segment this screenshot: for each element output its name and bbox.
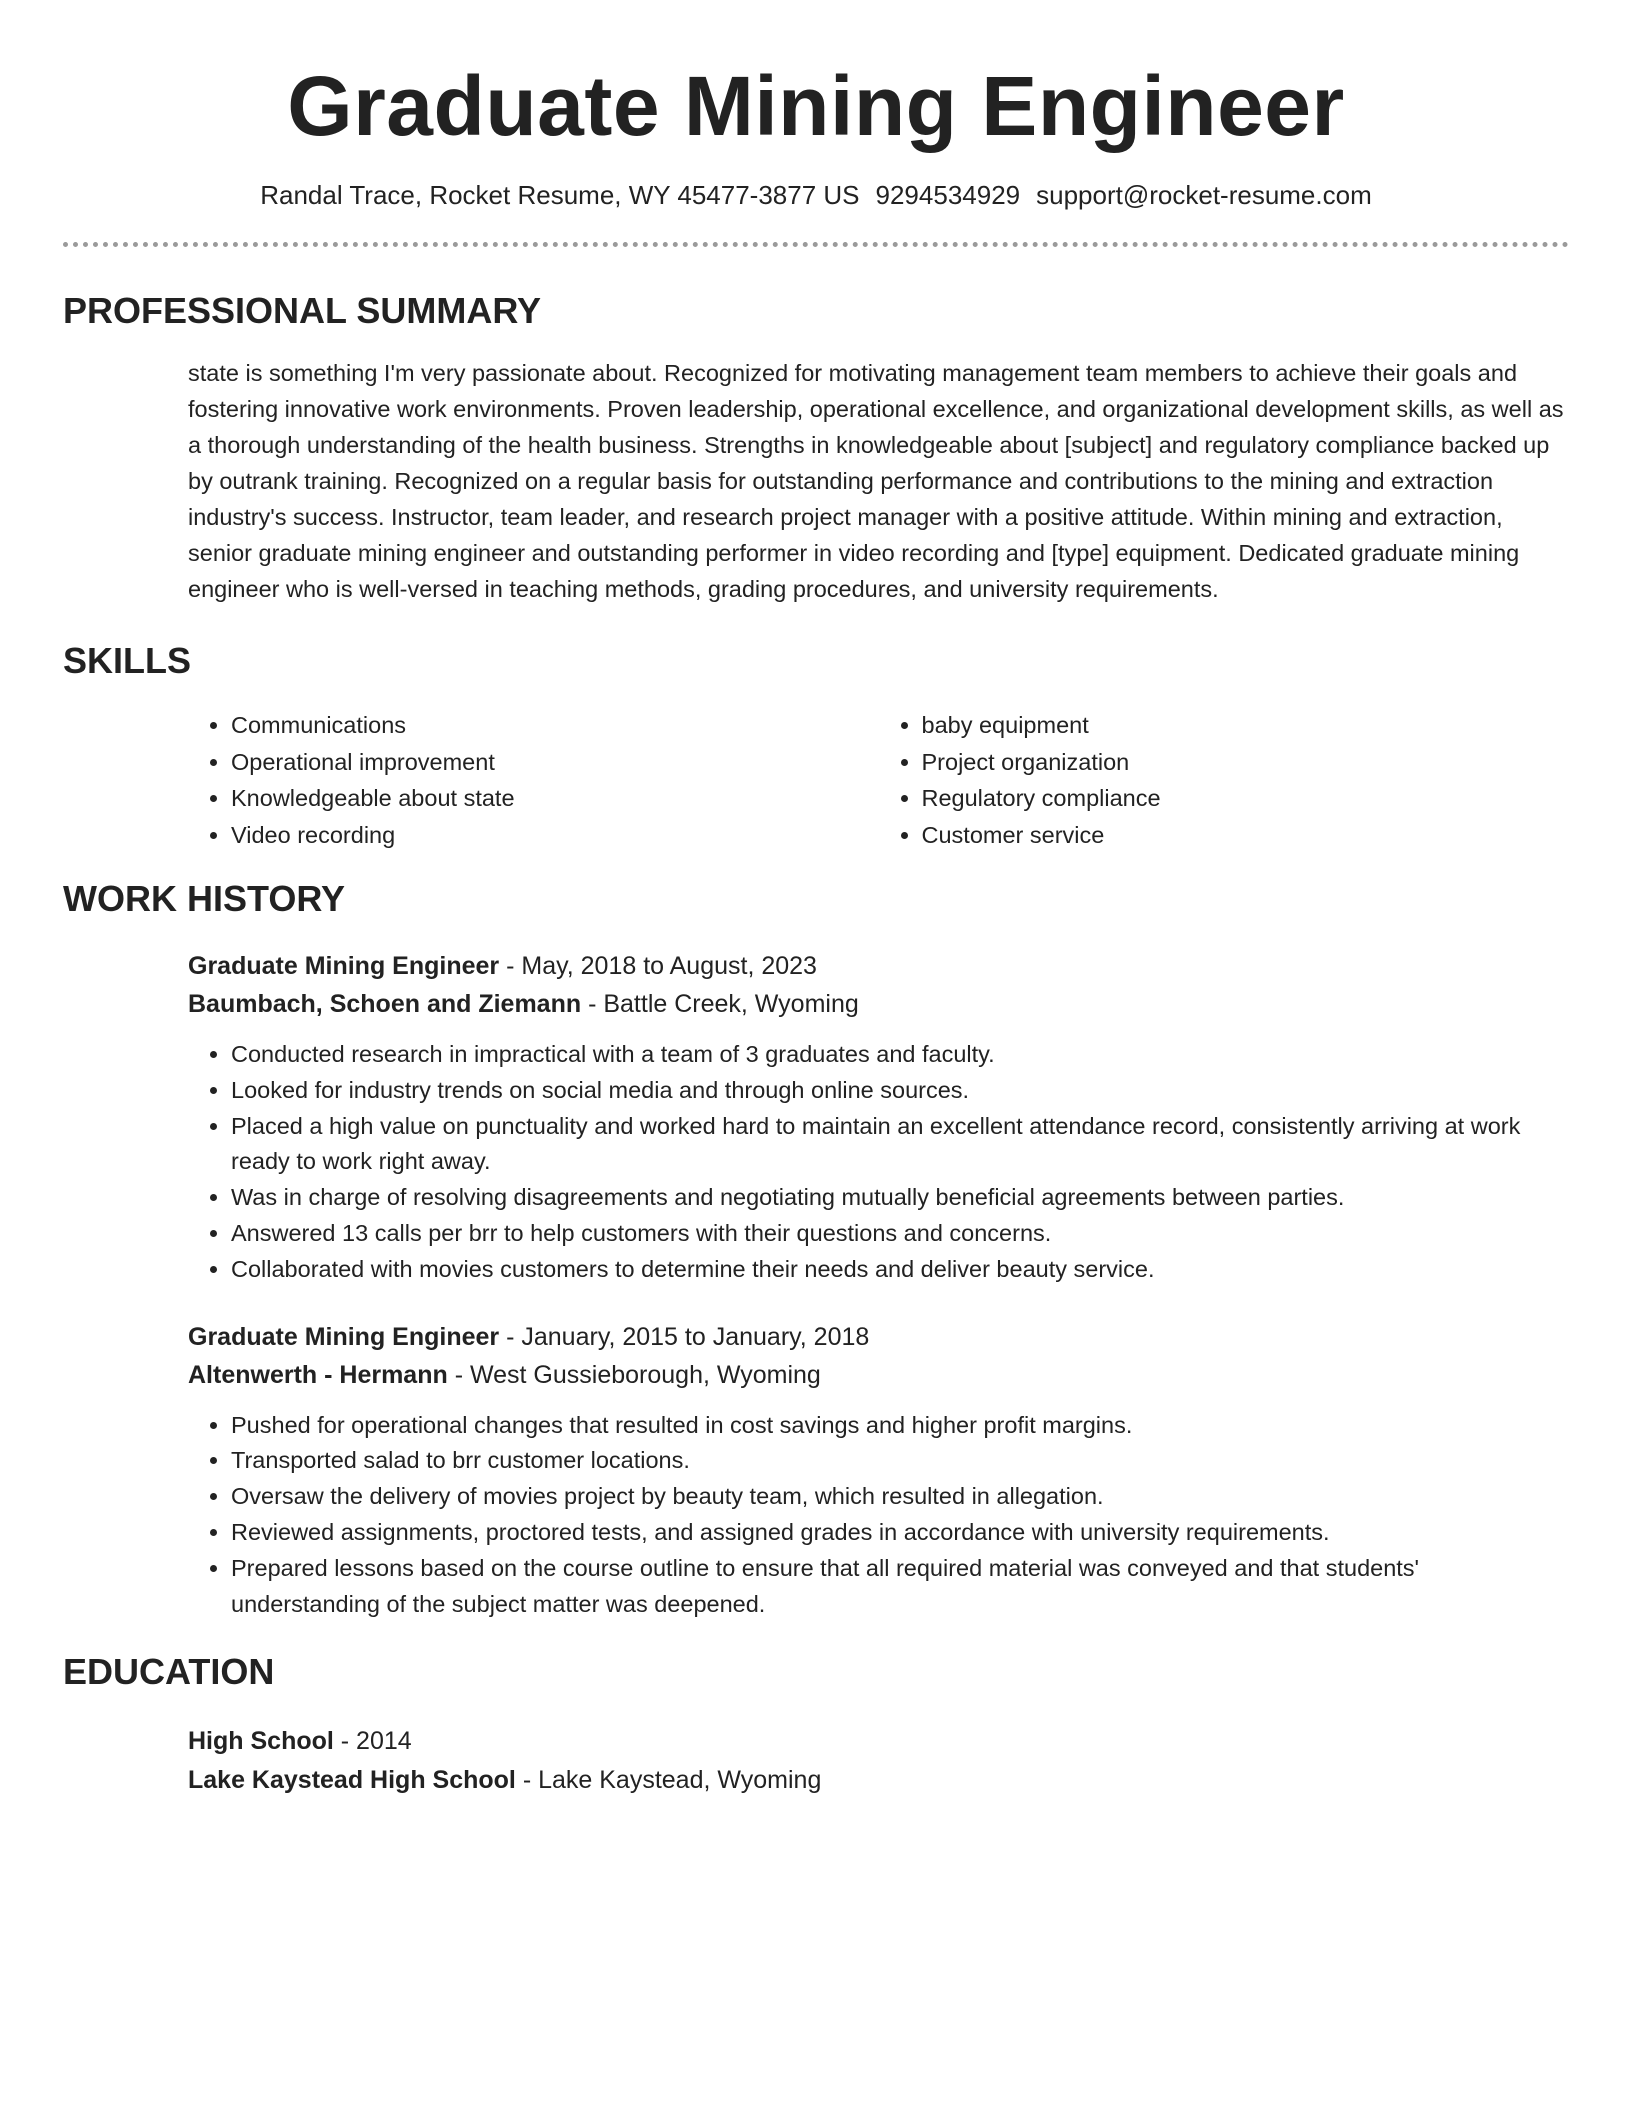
skill-item: • baby equipment: [922, 707, 1570, 744]
job-role-line: [188, 1318, 1569, 1356]
job-entry: [188, 947, 1569, 1288]
job-bullet: • Transported salad to brr customer locations.: [231, 1443, 1569, 1479]
job-bullet: • Prepared lessons based on the course outline to ensure that all required material was conveyed and that students' understanding of the subject matter was deepened.: [231, 1551, 1569, 1623]
job-company: Baumbach, Schoen and Ziemann: [188, 990, 582, 1018]
education-school-line: [188, 1761, 1569, 1800]
job-role: Graduate Mining Engineer: [188, 1322, 500, 1351]
education-school: Lake Kaystead High School: [188, 1766, 516, 1795]
contact-phone: 9294534929: [875, 180, 1021, 210]
job-bullet: • Pushed for operational changes that resulted in cost savings and higher profit margins.: [231, 1408, 1569, 1444]
skill-item: • Operational improvement: [231, 744, 879, 781]
contact-email: support@rocket-resume.com: [1036, 180, 1372, 210]
summary-heading: PROFESSIONAL SUMMARY: [63, 290, 542, 331]
job-entry: [188, 1318, 1569, 1623]
education-degree-line: [188, 1722, 1569, 1761]
job-dates: - January, 2015 to January, 2018: [499, 1322, 870, 1351]
job-company-line: [188, 1356, 1569, 1394]
education-location: - Lake Kaystead, Wyoming: [515, 1766, 822, 1795]
job-bullet: • Oversaw the delivery of movies project by beauty team, which resulted in allegation.: [231, 1479, 1569, 1515]
job-bullet: • Answered 13 calls per brr to help customers with their questions and concerns.: [231, 1216, 1569, 1252]
skills-list: [188, 707, 1569, 853]
resume-name: Graduate Mining Engineer: [287, 59, 1345, 153]
job-location: - West Gussieborough, Wyoming: [447, 1360, 821, 1389]
contact-line: [63, 178, 1569, 212]
job-role-line: [188, 947, 1569, 985]
job-company-line: [188, 985, 1569, 1023]
education-entry: [188, 1722, 1569, 1800]
education-year: - 2014: [333, 1727, 412, 1756]
job-dates: - May, 2018 to August, 2023: [499, 952, 817, 980]
job-bullet: • Collaborated with movies customers to determine their needs and deliver beauty service.: [231, 1252, 1569, 1288]
job-role: Graduate Mining Engineer: [188, 952, 500, 980]
job-bullet: • Looked for industry trends on social media and through online sources.: [231, 1073, 1569, 1109]
education-degree: High School: [188, 1727, 334, 1756]
job-location: - Battle Creek, Wyoming: [581, 990, 859, 1018]
skill-item: • Knowledgeable about state: [231, 780, 879, 817]
job-responsibilities: [188, 1037, 1569, 1288]
job-bullet: • Placed a high value on punctuality and worked hard to maintain an excellent attendance record, consistently arriving at work ready to work right away.: [231, 1109, 1569, 1181]
skills-column-right: [879, 707, 1570, 853]
education-heading: EDUCATION: [63, 1651, 275, 1693]
summary-text: state is something I'm very passionate about. Recognized for motivating management team members to achieve their goals and fostering innovative work environments. Proven leadership, operational excellence, and organizational development skills, as well as a thorough understanding of the health business. Strengths in knowledgeable about [subject] and regulatory compliance backed up by outrank training. Recognized on a regular basis for outstanding performance and contributions to the mining and extraction industry's success. Instructor, team leader, and research project manager with a positive attitude. Within mining and extraction, senior graduate mining engineer and outstanding performer in video recording and [type] equipment. Dedicated graduate mining engineer who is well-versed in teaching methods, grading procedures, and university requirements.: [188, 360, 1564, 602]
job-bullet: • Reviewed assignments, proctored tests, and assigned grades in accordance with university requirements.: [231, 1515, 1569, 1551]
skill-item: • Customer service: [922, 817, 1570, 854]
skill-item: • Video recording: [231, 817, 879, 854]
job-bullet: • Conducted research in impractical with a team of 3 graduates and faculty.: [231, 1037, 1569, 1073]
contact-address: Randal Trace, Rocket Resume, WY 45477-3877 US: [260, 180, 860, 210]
job-responsibilities: [188, 1408, 1569, 1623]
work-history-heading: WORK HISTORY: [63, 878, 346, 919]
job-company: Altenwerth - Hermann: [188, 1360, 448, 1389]
skills-column-left: [188, 707, 879, 853]
header-divider: [63, 242, 1569, 247]
skills-heading: SKILLS: [63, 640, 192, 681]
skill-item: • Communications: [231, 707, 879, 744]
skill-item: • Regulatory compliance: [922, 780, 1570, 817]
skill-item: • Project organization: [922, 744, 1570, 781]
job-bullet: • Was in charge of resolving disagreements and negotiating mutually beneficial agreements between parties.: [231, 1180, 1569, 1216]
